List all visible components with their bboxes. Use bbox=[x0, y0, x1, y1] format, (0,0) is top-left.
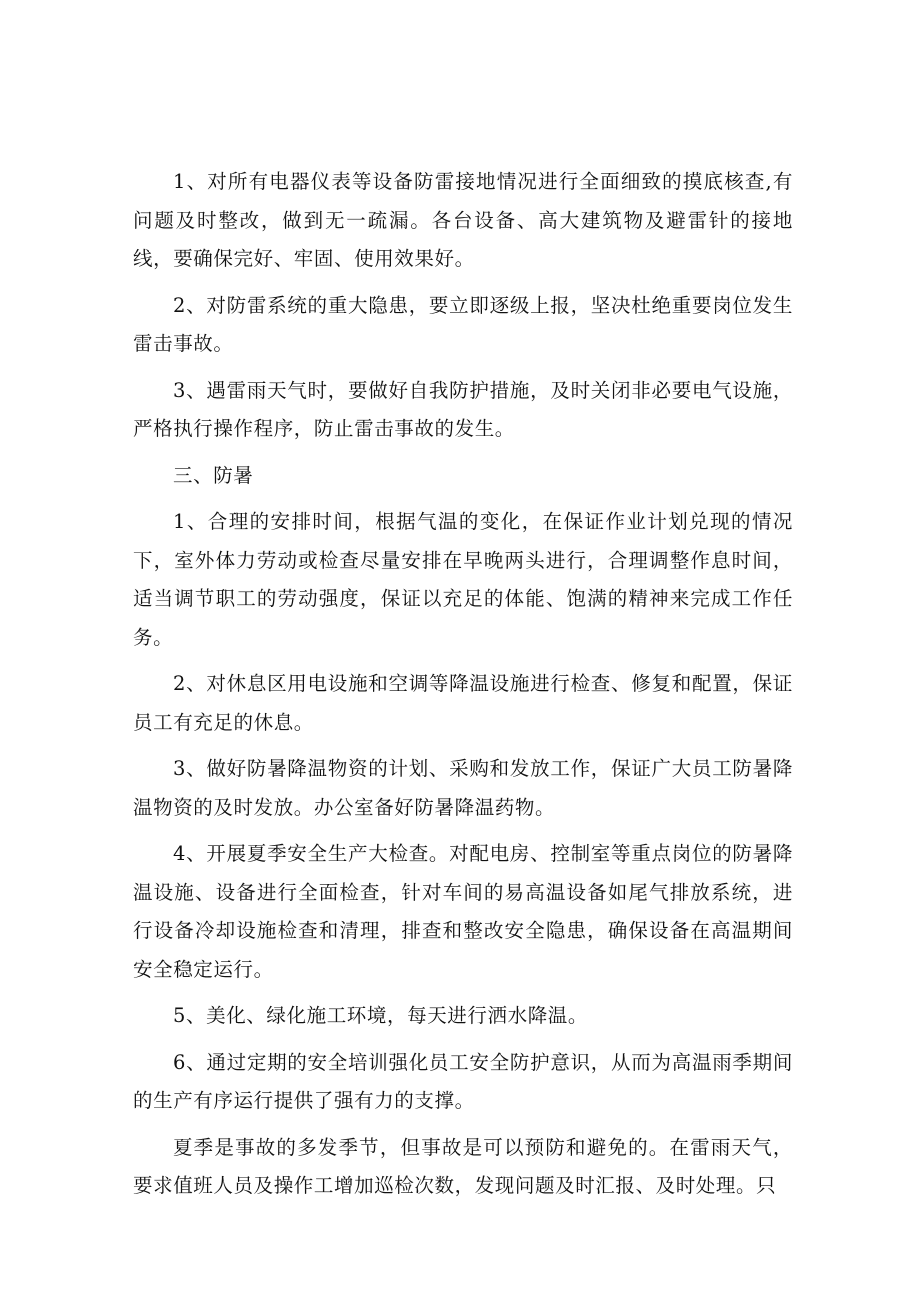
paragraph-heat-6: 6、通过定期的安全培训强化员工安全防护意识，从而为高温雨季期间的生产有序运行提供了强有力的支撑。 bbox=[133, 1050, 793, 1112]
paragraph-lightning-1: 1、对所有电器仪表等设备防雷接地情况进行全面细致的摸底核查,有问题及时整改，做到无一疏漏。各台设备、高大建筑物及避雷针的接地线，要确保完好、牢固、使用效果好。 bbox=[133, 170, 793, 270]
paragraph-heat-3: 3、做好防暑降温物资的计划、采购和发放工作，保证广大员工防暑降温物资的及时发放。办公室备好防暑降温药物。 bbox=[133, 757, 793, 819]
paragraph-lightning-2: 2、对防雷系统的重大隐患，要立即逐级上报，坚决杜绝重要岗位发生雷击事故。 bbox=[133, 293, 793, 355]
document-body bbox=[133, 163, 793, 1214]
paragraph-lightning-3: 3、遇雷雨天气时，要做好自我防护措施，及时关闭非必要电气设施，严格执行操作程序，防止雷击事故的发生。 bbox=[133, 378, 793, 440]
paragraph-heat-4: 4、开展夏季安全生产大检查。对配电房、控制室等重点岗位的防暑降温设施、设备进行全面检查，针对车间的易高温设备如尾气排放系统，进行设备冷却设施检查和清理，排查和整改安全隐患，确保设备在高温期间安全稳定运行。 bbox=[133, 842, 793, 981]
paragraph-summary: 夏季是事故的多发季节，但事故是可以预防和避免的。在雷雨天气，要求值班人员及操作工增加巡检次数，发现问题及时汇报、及时处理。只 bbox=[133, 1135, 793, 1197]
paragraph-heat-5: 5、美化、绿化施工环境，每天进行洒水降温。 bbox=[173, 1004, 589, 1027]
section-heading-heatstroke: 三、防暑 bbox=[173, 463, 254, 487]
paragraph-heat-2: 2、对休息区用电设施和空调等降温设施进行检查、修复和配置，保证员工有充足的休息。 bbox=[133, 672, 793, 734]
paragraph-heat-1: 1、合理的安排时间，根据气温的变化，在保证作业计划兑现的情况下，室外体力劳动或检查尽量安排在早晚两头进行，合理调整作息时间，适当调节职工的劳动强度，保证以充足的体能、饱满的精神来完成工作任务。 bbox=[133, 510, 793, 649]
